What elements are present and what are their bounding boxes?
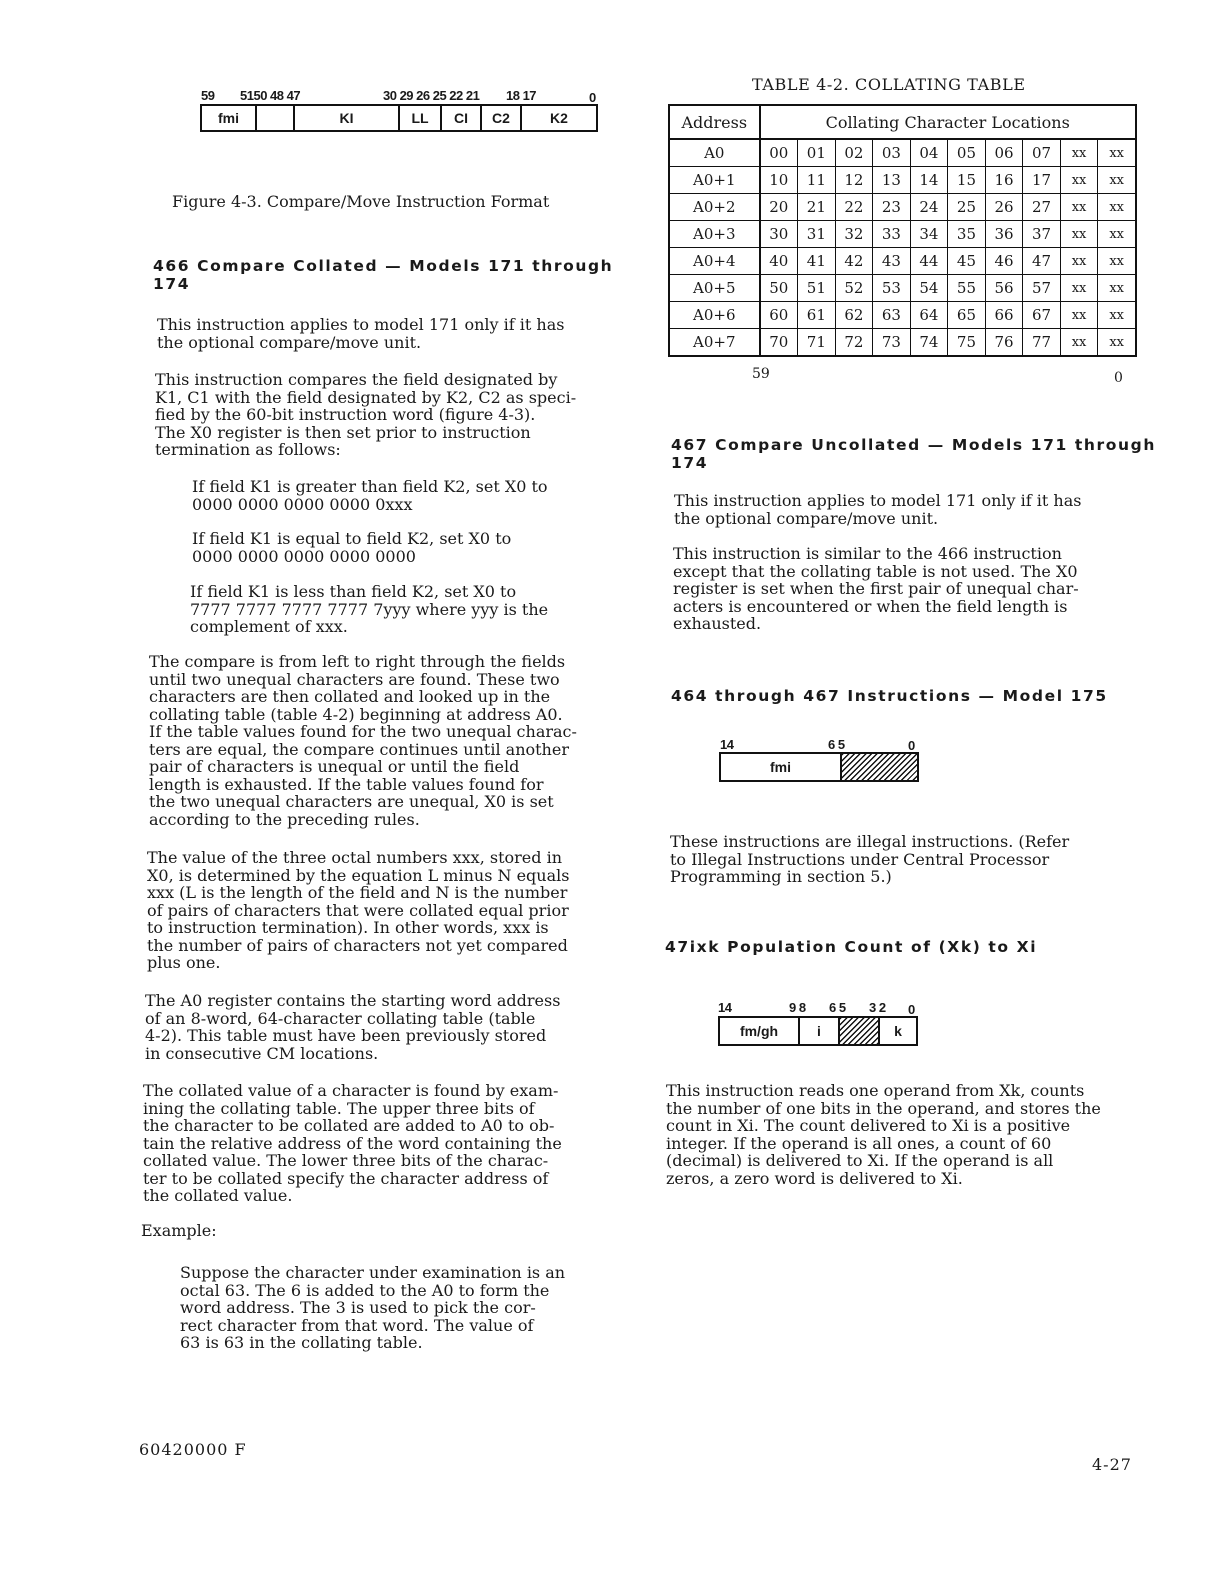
- page-number: 4-27: [1092, 1455, 1132, 1474]
- paragraph-466-applies: This instruction applies to model 171 only if it has the optional compare/move unit.: [157, 315, 565, 352]
- table-value-cell: xx: [1098, 329, 1136, 357]
- table-value-cell: 64: [910, 302, 948, 329]
- table-address-cell: A0+6: [669, 302, 760, 329]
- table-value-cell: 05: [948, 139, 986, 167]
- table-address-cell: A0+1: [669, 167, 760, 194]
- bit-label-14: 14: [720, 737, 734, 752]
- collating-table: [668, 104, 1137, 357]
- table-row: [669, 248, 1136, 275]
- condition-less: If field K1 is less than field K2, set X0 to 7777 7777 7777 7777 7yyy where yyy is the complement of xxx.: [190, 582, 549, 636]
- table-row: [669, 302, 1136, 329]
- bit-label-14: 14: [718, 1000, 732, 1015]
- table-value-cell: 70: [760, 329, 798, 357]
- table-value-cell: xx: [1098, 139, 1136, 167]
- bit-label-0: 0: [589, 90, 596, 105]
- table-value-cell: 24: [910, 194, 948, 221]
- table-value-cell: 34: [910, 221, 948, 248]
- table-value-cell: 35: [948, 221, 986, 248]
- table-value-cell: 52: [835, 275, 873, 302]
- table-value-cell: 11: [798, 167, 836, 194]
- table-address-cell: A0+2: [669, 194, 760, 221]
- table-title: TABLE 4-2. COLLATING TABLE: [752, 75, 1026, 94]
- table-value-cell: 51: [798, 275, 836, 302]
- field-unused-hatched: [842, 754, 917, 780]
- table-value-cell: 47: [1023, 248, 1061, 275]
- table-value-cell: 02: [835, 139, 873, 167]
- field-fmi: fmi: [721, 754, 842, 780]
- table-value-cell: xx: [1098, 275, 1136, 302]
- table-value-cell: 23: [873, 194, 911, 221]
- example-text: Suppose the character under examination is an octal 63. The 6 is added to the A0 to form the word address. The 3 is used to pick the cor- rect character from that word. The value of 63 is 63 in the collating table.: [180, 1263, 566, 1352]
- field-blank: [257, 106, 295, 130]
- bit-label-0: 0: [908, 1002, 915, 1017]
- table-value-cell: 54: [910, 275, 948, 302]
- bit-label-0: 0: [908, 738, 915, 753]
- field-fm-gh: fm/gh: [720, 1018, 800, 1044]
- table-value-cell: 01: [798, 139, 836, 167]
- table-value-cell: xx: [1060, 139, 1098, 167]
- field-k: k: [894, 1023, 902, 1039]
- document-number: 60420000 F: [139, 1440, 247, 1459]
- table-value-cell: 04: [910, 139, 948, 167]
- table-value-cell: xx: [1060, 167, 1098, 194]
- table-value-cell: 76: [985, 329, 1023, 357]
- table-value-cell: 66: [985, 302, 1023, 329]
- table-value-cell: 57: [1023, 275, 1061, 302]
- table-value-cell: 65: [948, 302, 986, 329]
- table-value-cell: 73: [873, 329, 911, 357]
- table-row: [669, 139, 1136, 167]
- bit-label-3-2: 3 2: [869, 1000, 886, 1015]
- table-value-cell: 50: [760, 275, 798, 302]
- table-row: [669, 275, 1136, 302]
- field-k2: K2: [550, 110, 568, 126]
- table-value-cell: 40: [760, 248, 798, 275]
- condition-equal: If field K1 is equal to field K2, set X0 to 0000 0000 0000 0000 0000: [192, 529, 512, 566]
- example-label: Example:: [141, 1221, 217, 1240]
- heading-467: 467 Compare Uncollated — Models 171 through 174: [671, 436, 1156, 472]
- paragraph-464-illegal: These instructions are illegal instructions. (Refer to Illegal Instructions under Central Processor Programming in section 5.): [670, 832, 1070, 886]
- format-47-box: [718, 1016, 918, 1046]
- table-row: [669, 194, 1136, 221]
- bit-label-18-17: 18 17: [506, 88, 537, 103]
- field-c1: CI: [442, 106, 482, 130]
- table-value-cell: xx: [1060, 275, 1098, 302]
- table-value-cell: 74: [910, 329, 948, 357]
- table-value-cell: 63: [873, 302, 911, 329]
- table-bit-0: 0: [1114, 370, 1123, 386]
- field-c2: C2: [482, 106, 522, 130]
- figure-caption: Figure 4-3. Compare/Move Instruction Format: [172, 192, 550, 211]
- bit-label-9-8: 9 8: [789, 1000, 806, 1015]
- table-value-cell: xx: [1098, 302, 1136, 329]
- table-value-cell: 07: [1023, 139, 1061, 167]
- table-value-cell: 13: [873, 167, 911, 194]
- table-value-cell: 53: [873, 275, 911, 302]
- table-value-cell: 06: [985, 139, 1023, 167]
- paragraph-47-population: This instruction reads one operand from Xk, counts the number of one bits in the operand, and stores the count in Xi. The count delivered to Xi is a positive integer. If the operand is all ones, a count of 60 (decimal) is delivered to Xi. If the operand is all zeros, a zero word is delivered to Xi.: [666, 1081, 1101, 1188]
- table-row: [669, 167, 1136, 194]
- field-ll: LL: [400, 106, 442, 130]
- table-value-cell: 12: [835, 167, 873, 194]
- bit-label-51-47: 5150 48 47: [240, 88, 301, 103]
- bit-label-59: 59: [201, 88, 215, 103]
- table-address-cell: A0+3: [669, 221, 760, 248]
- table-address-cell: A0+5: [669, 275, 760, 302]
- table-value-cell: 41: [798, 248, 836, 275]
- table-address-cell: A0+7: [669, 329, 760, 357]
- condition-greater: If field K1 is greater than field K2, set X0 to 0000 0000 0000 0000 0xxx: [192, 477, 548, 514]
- table-value-cell: 36: [985, 221, 1023, 248]
- format-464-box: [719, 752, 919, 782]
- table-value-cell: 32: [835, 221, 873, 248]
- paragraph-466-collated-value: The collated value of a character is found by exam- ining the collating table. The upper three bits of the character to be collated are added to A0 to ob- tain the relative address of the word containing the collated value. The lower three bits of the charac- ter to be collated specify the character address of the collated value.: [143, 1081, 562, 1205]
- table-value-cell: 15: [948, 167, 986, 194]
- table-value-cell: xx: [1060, 194, 1098, 221]
- table-value-cell: 25: [948, 194, 986, 221]
- table-value-cell: xx: [1098, 167, 1136, 194]
- table-value-cell: 61: [798, 302, 836, 329]
- paragraph-466-compares: This instruction compares the field designated by K1, C1 with the field designated by K2, C2 as speci- fied by the 60-bit instruction word (figure 4-3). The X0 register is then set prior to instruction termination as follows:: [155, 370, 577, 459]
- table-value-cell: 72: [835, 329, 873, 357]
- table-value-cell: xx: [1098, 221, 1136, 248]
- table-bit-59: 59: [752, 366, 770, 382]
- table-value-cell: 31: [798, 221, 836, 248]
- heading-466: 466 Compare Collated — Models 171 through 174: [153, 257, 614, 293]
- table-value-cell: 44: [910, 248, 948, 275]
- table-value-cell: 45: [948, 248, 986, 275]
- field-unused-hatched: [840, 1018, 880, 1044]
- table-value-cell: 00: [760, 139, 798, 167]
- table-value-cell: 14: [910, 167, 948, 194]
- table-value-cell: 03: [873, 139, 911, 167]
- table-value-cell: 67: [1023, 302, 1061, 329]
- table-value-cell: 20: [760, 194, 798, 221]
- table-value-cell: 21: [798, 194, 836, 221]
- table-value-cell: 55: [948, 275, 986, 302]
- heading-47ixk: 47ixk Population Count of (Xk) to Xi: [665, 938, 1038, 956]
- table-value-cell: xx: [1060, 221, 1098, 248]
- table-value-cell: 17: [1023, 167, 1061, 194]
- table-value-cell: 42: [835, 248, 873, 275]
- table-value-cell: 46: [985, 248, 1023, 275]
- table-value-cell: 37: [1023, 221, 1061, 248]
- table-value-cell: 30: [760, 221, 798, 248]
- bit-label-6-5: 6 5: [828, 737, 845, 752]
- paragraph-466-compare-order: The compare is from left to right through the fields until two unequal characters are found. These two characters are then collated and looked up in the collating table (table 4-2) beginning at address A0. If the table values found for the two unequal charac- ters are equal, the compare continues until another pair of characters is unequal or until the field length is exhausted. If the table values found for the two unequal characters are unequal, X0 is set according to the preceding rules.: [149, 652, 577, 829]
- field-i: i: [800, 1018, 840, 1044]
- table-value-cell: 10: [760, 167, 798, 194]
- table-value-cell: 77: [1023, 329, 1061, 357]
- table-value-cell: xx: [1098, 248, 1136, 275]
- table-value-cell: 60: [760, 302, 798, 329]
- table-value-cell: 62: [835, 302, 873, 329]
- table-address-cell: A0: [669, 139, 760, 167]
- table-value-cell: xx: [1060, 329, 1098, 357]
- table-value-cell: 33: [873, 221, 911, 248]
- bit-label-30-21: 30 29 26 25 22 21: [383, 88, 480, 103]
- table-value-cell: xx: [1060, 248, 1098, 275]
- instruction-format-box: [200, 104, 598, 132]
- table-value-cell: xx: [1098, 194, 1136, 221]
- table-value-cell: 71: [798, 329, 836, 357]
- table-address-cell: A0+4: [669, 248, 760, 275]
- paragraph-467-applies: This instruction applies to model 171 only if it has the optional compare/move unit.: [674, 491, 1082, 528]
- heading-464-467: 464 through 467 Instructions — Model 175: [671, 687, 1108, 705]
- table-header-locations: Collating Character Locations: [760, 105, 1136, 139]
- table-value-cell: 56: [985, 275, 1023, 302]
- bit-label-6-5: 6 5: [829, 1000, 846, 1015]
- table-value-cell: 43: [873, 248, 911, 275]
- paragraph-467-similar: This instruction is similar to the 466 instruction except that the collating table is not used. The X0 register is set when the first pair of unequal char- acters is encountered or when the field length is exhausted.: [673, 544, 1079, 633]
- table-row: [669, 221, 1136, 248]
- field-k1: KI: [295, 106, 400, 130]
- paragraph-466-xxx-value: The value of the three octal numbers xxx, stored in X0, is determined by the equation L minus N equals xxx (L is the length of the field and N is the number of pairs of characters that were collated equal prior to instruction termination). In other words, xxx is the number of pairs of characters not yet compared plus one.: [147, 848, 570, 972]
- field-fmi: fmi: [202, 106, 257, 130]
- table-value-cell: 26: [985, 194, 1023, 221]
- table-value-cell: 75: [948, 329, 986, 357]
- table-header-address: Address: [669, 105, 760, 139]
- table-value-cell: 22: [835, 194, 873, 221]
- table-value-cell: 27: [1023, 194, 1061, 221]
- table-value-cell: 16: [985, 167, 1023, 194]
- table-row: [669, 329, 1136, 357]
- paragraph-466-a0-register: The A0 register contains the starting word address of an 8-word, 64-character collating table (table 4-2). This table must have been previously stored in consecutive CM locations.: [145, 991, 561, 1063]
- table-value-cell: xx: [1060, 302, 1098, 329]
